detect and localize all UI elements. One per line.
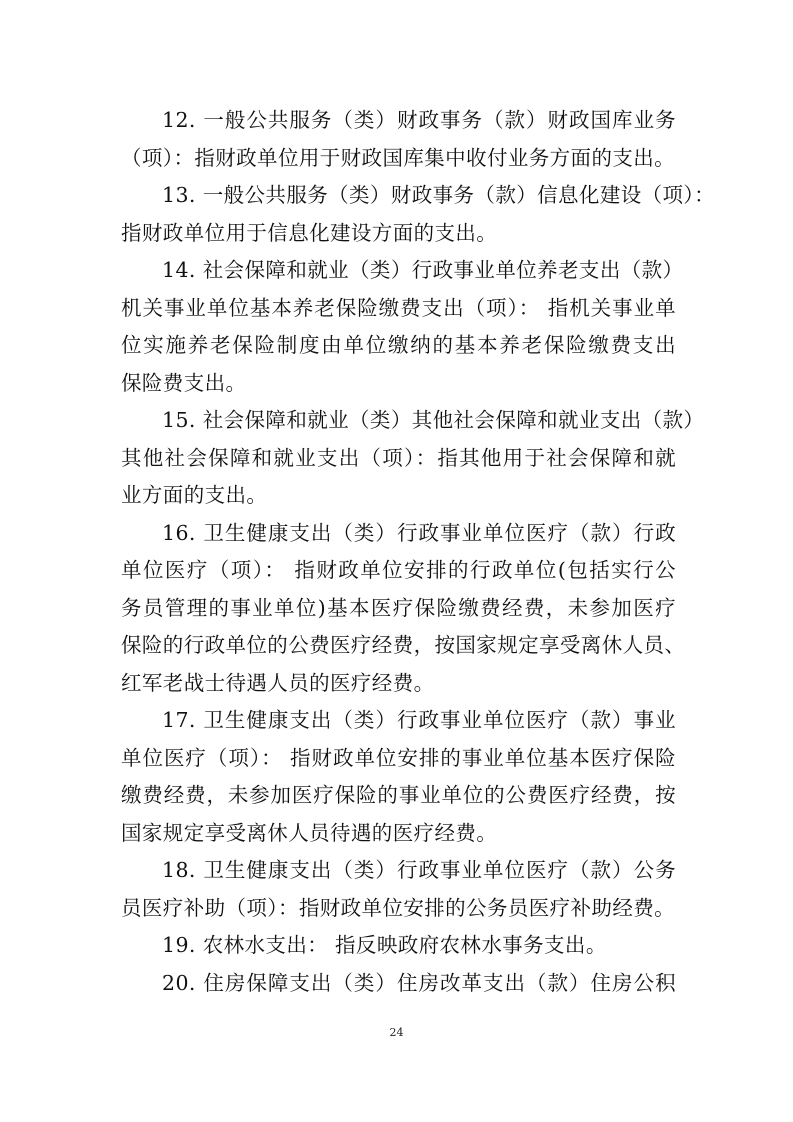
text-line: 指财政单位用于信息化建设方面的支出。 [121,220,498,245]
text-line: 16. 卫生健康支出（类）行政事业单位医疗（款）行政 [162,520,676,545]
text-line: 红军老战士待遇人员的医疗经费。 [121,670,435,695]
text-line: 业方面的支出。 [121,483,268,507]
text-line: 20. 住房保障支出（类）住房改革支出（款）住房公积 [162,970,676,995]
page-number: 24 [389,1026,404,1039]
text-line: 国家规定享受离休人员待遇的医疗经费。 [121,820,498,845]
text-line: 其他社会保障和就业支出（项）：指其他用于社会保障和就 [121,445,676,470]
text-line: 单位医疗（项）： 指财政单位安排的行政单位(包括实行公 [121,558,676,582]
body-text [121,102,715,1002]
text-line: 机关事业单位基本养老保险缴费支出（项）： 指机关事业单 [121,295,676,320]
text-line: 19. 农林水支出： 指反映政府农林水事务支出。 [162,933,607,957]
text-line: 18. 卫生健康支出（类）行政事业单位医疗（款）公务 [162,858,676,882]
text-line: 保险费支出。 [121,370,247,395]
text-line: 务员管理的事业单位)基本医疗保险缴费经费，未参加医疗 [121,595,676,620]
text-line: 员医疗补助（项）：指财政单位安排的公务员医疗补助经费。 [121,895,676,920]
text-line: 14. 社会保障和就业（类）行政事业单位养老支出（款） [162,258,684,282]
text-line: 12. 一般公共服务（类）财政事务（款）财政国库业务 [162,108,676,132]
text-line: （项）：指财政单位用于财政国库集中收付业务方面的支出。 [121,145,676,170]
text-line: 17. 卫生健康支出（类）行政事业单位医疗（款）事业 [162,708,676,732]
text-line: 缴费经费，未参加医疗保险的事业单位的公费医疗经费，按 [121,783,676,807]
text-line: 15. 社会保障和就业（类）其他社会保障和就业支出（款） [162,408,705,432]
text-line: 13. 一般公共服务（类）财政事务（款）信息化建设（项）： [162,183,715,207]
text-line: 单位医疗（项）： 指财政单位安排的事业单位基本医疗保险 [121,745,676,770]
text-line: 位实施养老保险制度由单位缴纳的基本养老保险缴费支出 [121,333,676,357]
text-line: 保险的行政单位的公费医疗经费，按国家规定享受离休人员、 [121,633,686,657]
